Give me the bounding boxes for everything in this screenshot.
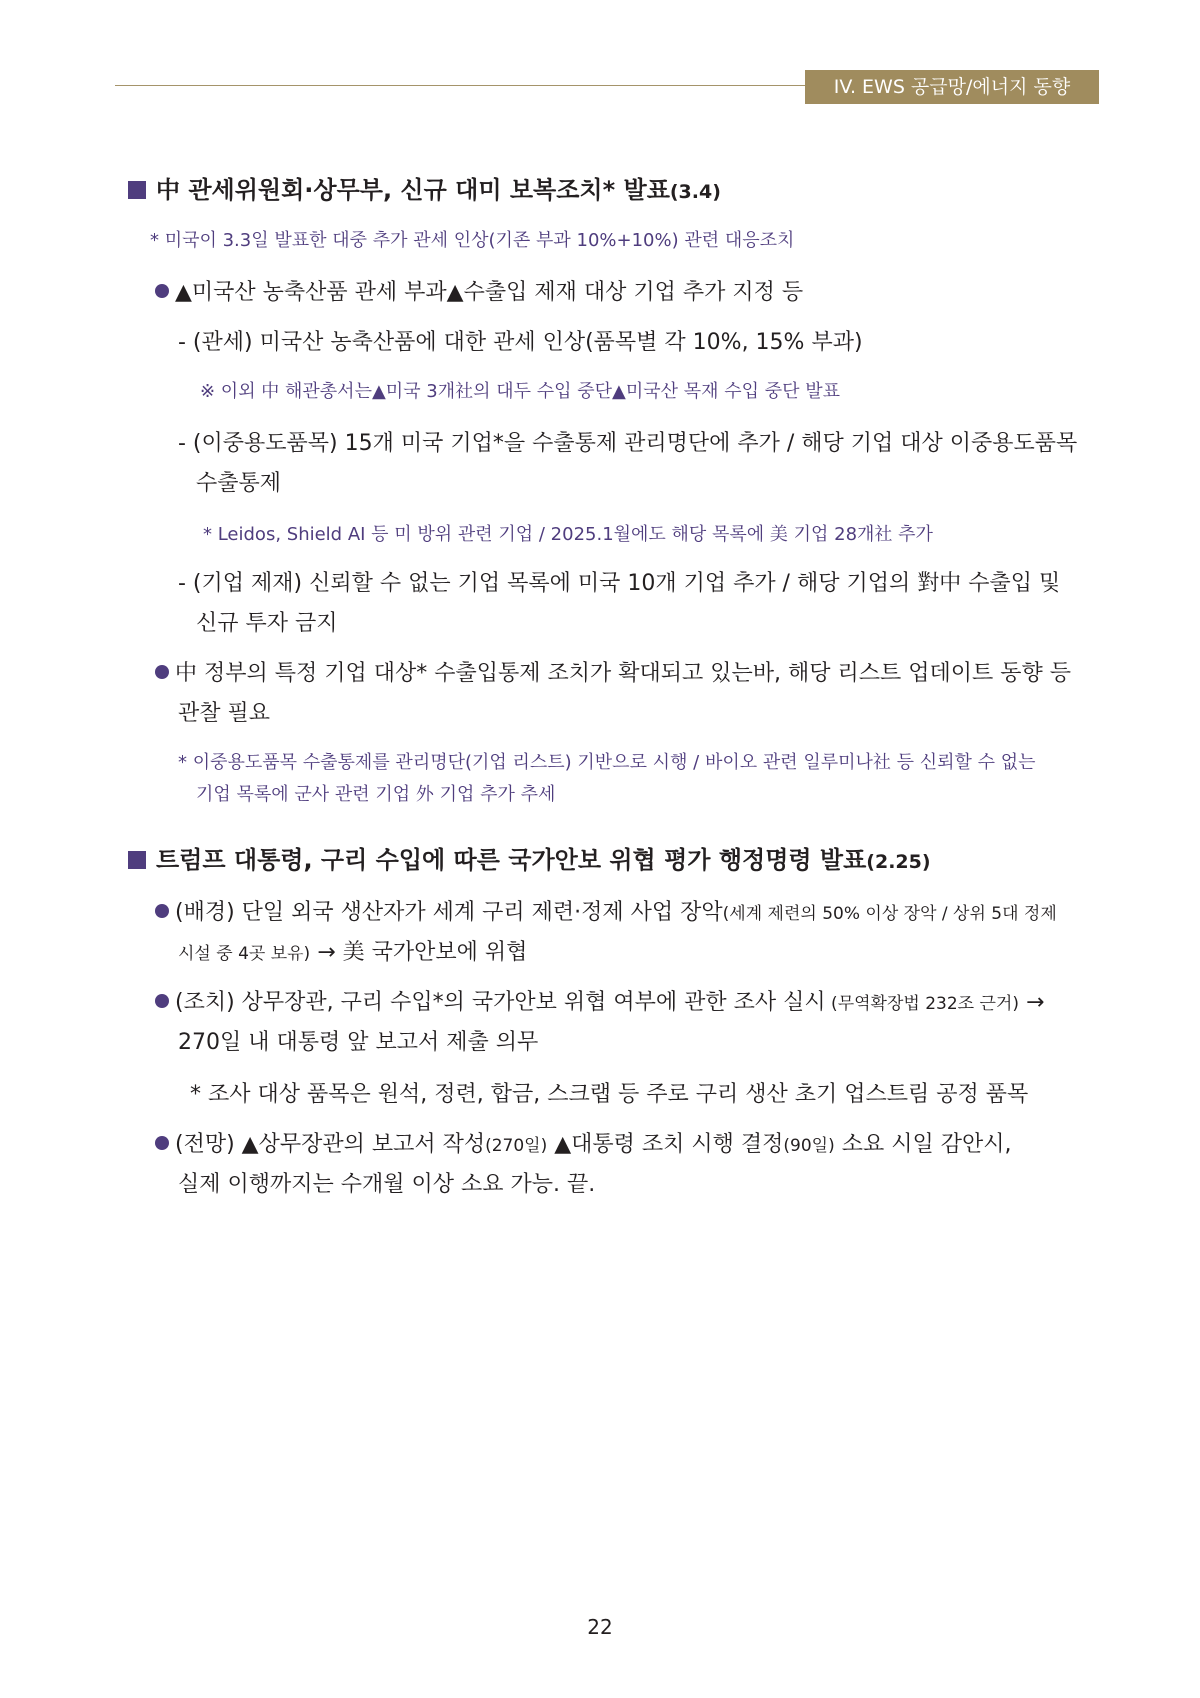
section-2-bullet-3: (전망) ▲상무장관의 보고서 작성(270일) ▲대통령 조치 시행 결정(90일) 소요 시일 감안시, xyxy=(155,1127,1011,1158)
section-badge: IV. EWS 공급망/에너지 동향 xyxy=(805,70,1099,104)
section-2-note: * 조사 대상 품목은 원석, 정련, 합금, 스크랩 등 주로 구리 생산 초기 업스트림 공정 품목 xyxy=(190,1082,1029,1107)
section-1-dash-3: - (기업 제재) 신뢰할 수 없는 기업 목록에 미국 10개 기업 추가 / 해당 기업의 對中 수출입 및 xyxy=(178,571,1061,596)
section-1-dash-2: - (이중용도품목) 15개 미국 기업*을 수출통제 관리명단에 추가 / 해당 기업 대상 이중용도품목 xyxy=(178,431,1078,456)
section-1-title: 中 관세위원회·상무부, 신규 대미 보복조치* 발표(3.4) xyxy=(128,170,721,205)
circle-bullet-icon xyxy=(155,284,169,298)
circle-bullet-icon xyxy=(155,994,169,1008)
section-1-bullet-2: 中 정부의 특정 기업 대상* 수출입통제 조치가 확대되고 있는바, 해당 리스트 업데이트 동향 등 xyxy=(155,656,1071,687)
section-2-bullet-1-cont: 시설 중 4곳 보유) → 美 국가안보에 위협 xyxy=(178,940,528,965)
circle-bullet-icon xyxy=(155,665,169,679)
section-2-bullet-2: (조치) 상무장관, 구리 수입*의 국가안보 위협 여부에 관한 조사 실시 (무역확장법 232조 근거) → xyxy=(155,985,1044,1016)
section-1-note-3: * 이중용도품목 수출통제를 관리명단(기업 리스트) 기반으로 시행 / 바이오 관련 일루미나社 등 신뢰할 수 없는 xyxy=(178,752,1036,773)
section-1-note-3-cont: 기업 목록에 군사 관련 기업 外 기업 추가 추세 xyxy=(196,784,556,805)
section-2-bullet-2-cont: 270일 내 대통령 앞 보고서 제출 의무 xyxy=(178,1030,539,1055)
section-1-reference: ※ 이외 中 해관총서는▲미국 3개社의 대두 수입 중단▲미국산 목재 수입 중단 발표 xyxy=(200,381,841,402)
square-bullet-icon xyxy=(128,851,146,869)
section-2-bullet-1: (배경) 단일 외국 생산자가 세계 구리 제련·정제 사업 장악(세계 제련의 50% 이상 장악 / 상위 5대 정제 xyxy=(155,895,1057,926)
square-bullet-icon xyxy=(128,181,146,199)
section-2-title: 트럼프 대통령, 구리 수입에 따른 국가안보 위협 평가 행정명령 발표(2.25) xyxy=(128,840,931,875)
page-number: 22 xyxy=(587,1615,613,1639)
section-1-note: * 미국이 3.3일 발표한 대중 추가 관세 인상(기존 부과 10%+10%) 관련 대응조치 xyxy=(150,230,795,251)
section-1-bullet-2-cont: 관찰 필요 xyxy=(178,701,271,726)
circle-bullet-icon xyxy=(155,1136,169,1150)
section-1-dash-3-cont: 신규 투자 금지 xyxy=(196,611,338,636)
section-1-note-2: * Leidos, Shield AI 등 미 방위 관련 기업 / 2025.1월에도 해당 목록에 美 기업 28개社 추가 xyxy=(203,524,933,545)
section-2-bullet-3-cont: 실제 이행까지는 수개월 이상 소요 가능. 끝. xyxy=(178,1172,596,1197)
section-1-bullet-1: ▲미국산 농축산품 관세 부과▲수출입 제재 대상 기업 추가 지정 등 xyxy=(155,275,803,306)
section-1-dash-1: - (관세) 미국산 농축산품에 대한 관세 인상(품목별 각 10%, 15% 부과) xyxy=(178,330,863,355)
header-rule xyxy=(115,85,805,86)
circle-bullet-icon xyxy=(155,904,169,918)
section-1-dash-2-cont: 수출통제 xyxy=(196,471,282,496)
